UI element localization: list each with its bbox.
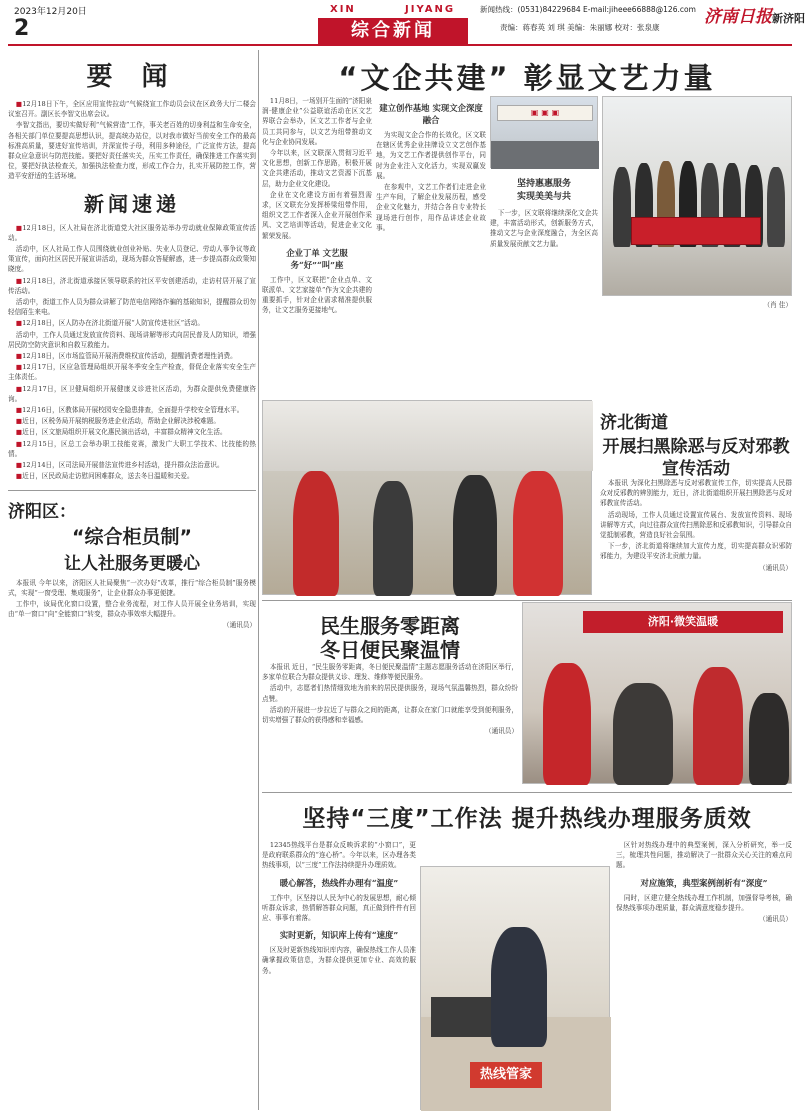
newspaper-masthead: [704, 2, 805, 27]
xinwen-para: 近日，区税务局开展纳税服务进企业活动，帮助企业解决涉税难题。: [22, 417, 220, 426]
story3-para: 本报讯 近日，“民生服务零距离，冬日便民聚温情”主题志愿服务活动在济阳区举行，多家单位联合为群众提供义诊、理发、维修等便民服务。: [262, 663, 518, 682]
section-divider: [262, 792, 792, 793]
xinwen-para: 12月18日，济北街道承接区领导联系的社区平安创建活动，走访村居开展了宣传活动。: [8, 276, 257, 295]
person-figure: [749, 693, 789, 785]
service-photo: [522, 602, 792, 784]
red-banner: [631, 217, 761, 245]
xinwen-para: 近日，区民政局走访慰问困难群众，送去冬日温暖和关爱。: [22, 472, 194, 481]
story4-para: 工作中，区坚持以人民为中心的发展思想，耐心倾听群众诉求，热情解答群众问题，真正做到件件有回应、事事有着落。: [262, 893, 416, 923]
person-figure: [293, 471, 339, 596]
xinwen-para: 近日，区文旅局组织开展文化惠民演出活动，丰富群众精神文化生活。: [22, 428, 227, 437]
person-figure: [543, 663, 591, 785]
hotline-info: 新闻热线：(0531)84229684 E-mail:jiheee66888@126.com: [480, 5, 696, 14]
yaowen-body: [8, 99, 256, 182]
bullet-icon: ■: [15, 276, 23, 285]
story2-para: 下一步，济北街道将继续加大宣传力度，切实提高群众识邪防邪能力，为建设平安济北贡献力量。: [600, 542, 792, 561]
jiyang-story: [8, 490, 256, 631]
person-figure: [373, 481, 413, 596]
person-figure: [767, 167, 785, 247]
feature-title: “文企共建” 彰显文艺力量: [338, 61, 716, 95]
story2-sign: （通讯员）: [759, 563, 792, 572]
feature-col-4: [602, 300, 792, 400]
bullet-icon: ■: [15, 428, 23, 437]
feature-para: 企业在文化建设方面有着强烈需求，区文联充分发挥桥梁纽带作用，组织文艺工作者深入企业开展创作采风、文艺培训等活动，促进企业文化繁荣发展。: [262, 190, 372, 240]
section-en-1: XIN: [330, 4, 356, 15]
story3-para: 活动中，志愿者们热情细致地为前来的居民提供服务，现场气氛温馨热烈，群众纷纷点赞。: [262, 684, 518, 703]
bullet-icon: ■: [15, 100, 23, 108]
xinwen-para: 12月18日，区市场监管局开展消费维权宣传活动，提醒消费者理性消费。: [22, 352, 237, 361]
jiyang-title-3: 让人社服务更暖心: [64, 553, 200, 574]
story3-title-1: 民生服务零距离: [320, 614, 460, 638]
masthead-sub: 新济阳: [772, 12, 805, 25]
person-figure: [693, 667, 743, 785]
story4-subhead-3: 实时更新，知识库上传有“速度”: [279, 930, 399, 941]
feature-para: 今年以来，区文联深入贯彻习近平文化思想，创新工作思路，积极开展文企共建活动，推动文艺资源下沉基层，助力企业文化建设。: [262, 149, 372, 188]
xinwen-para: 活动中，区人社局工作人员围绕就业创业补贴、失业人员登记、劳动人事争议等政策宣传，面向社区居民开展宣讲活动，现场为群众答疑解惑，进一步提高群众政策知晓度。: [8, 245, 256, 274]
feature-para: 工作中，区文联把“企业点单、文联派单、文艺家接单”作为文企共建的重要抓手，针对企业需求精准提供服务，让文艺服务更接地气。: [262, 275, 372, 315]
yaowen-title: 要 闻: [86, 62, 178, 92]
monitor: [431, 997, 491, 1037]
column-divider: [258, 50, 259, 1110]
jiyang-sign: （通讯员）: [223, 621, 256, 630]
service-banner: 济阳·微笑温暖: [583, 611, 783, 633]
feature-para: 在参观中，文艺工作者们走进企业生产车间，了解企业发展历程，感受企业文化魅力，并结合各自专业特长现场进行创作，用作品讲述企业故事。: [376, 183, 486, 232]
editor-credits: 责编：蒋春英 刘 琪 美编：朱丽娜 校对：张泉康: [500, 23, 660, 32]
story3-body: [262, 662, 518, 790]
masthead-logo: 济南日报: [704, 7, 772, 27]
story2-body: [600, 478, 792, 598]
xinwen-body: [8, 223, 256, 482]
page-header: [0, 0, 805, 46]
story4-para: 12345热线平台是群众反映诉求的“小窗口”，更是政府联系群众的“连心桥”。今年以来，区办理各类热线事项，以“三度”工作法持续提升办理质效。: [262, 841, 416, 870]
person-figure: [613, 167, 631, 247]
hotline-sign: 热线管家: [470, 1062, 542, 1088]
bullet-icon: ■: [15, 384, 23, 393]
story4-subhead-2: 对应施策，典型案例剖析有“深度”: [640, 877, 768, 888]
xinwen-para: 12月18日，区人防办在济北街道开展“人防宣传进社区”活动。: [22, 319, 204, 328]
bullet-icon: ■: [15, 223, 23, 232]
story3-para: 活动的开展进一步拉近了与群众之间的距离，让群众在家门口就能享受到便利服务，切实增强了群众的获得感和幸福感。: [262, 705, 518, 725]
person-figure: [613, 683, 673, 785]
sky-area: [263, 401, 593, 471]
page-number: 2: [14, 16, 30, 41]
volunteer-photo: [262, 400, 592, 595]
xinwen-para: 12月17日，区卫健局组织开展健康义诊进社区活动，为群众提供免费健康咨询。: [8, 384, 257, 403]
sign-board: ▣ ▣ ▣: [497, 105, 593, 121]
xinwen-para: 12月15日，区总工会举办职工技能竞赛，激发广大职工学技术、比技能的热情。: [8, 439, 257, 458]
feature-para: 11月8日，一场别开生面的“济阳泉润·健康企业”公益联谊活动在区文艺界联合会举办，区文艺工作者与企业员工共同参与，以文艺为纽带推动文化与企业协同发展。: [262, 97, 372, 146]
story3-sign: （通讯员）: [485, 727, 518, 736]
issue-date: 2023年12月20日: [14, 7, 87, 17]
bullet-icon: ■: [15, 406, 23, 415]
feature-sign: （肖 佳）: [763, 301, 792, 309]
building-base: [491, 141, 599, 169]
story2-para: 本报讯 为深化扫黑除恶与反对邪教宣传工作，切实提高人民群众对反邪教的辨别能力，近日，济北街道组织开展扫黑除恶与反对邪教宣传活动。: [600, 479, 792, 508]
feature-subhead-2: 建立创作基地 实现文企深度融合: [379, 103, 483, 125]
bullet-icon: ■: [15, 472, 23, 481]
company-photo: [490, 96, 598, 168]
bullet-icon: ■: [15, 439, 23, 448]
story3-title-2: 冬日便民聚温情: [320, 638, 460, 662]
header-rule: [8, 44, 792, 46]
left-column: [8, 50, 256, 1110]
person-figure: [453, 475, 497, 596]
story4-title: 坚持“三度”工作法 提升热线办理服务质效: [302, 806, 752, 832]
xinwen-para: 活动中，街道工作人员为群众讲解了防范电信网络诈骗的基础知识，提醒群众切勿轻信陌生来电。: [8, 298, 256, 317]
story4-subhead-1: 暖心解答，热线件办理有“温度”: [279, 877, 399, 888]
section-divider: [262, 600, 792, 601]
jiyang-body: [8, 578, 256, 631]
story2-title-1: 济北街道: [600, 413, 668, 433]
yaowen-para: 12月18日下午，全区应用宣传拉动“气候绕宣工作动员会议在区政务大厅二楼会议室召开。副区长李智文出席会议。: [8, 100, 256, 119]
section-en-2: JIYANG: [405, 4, 456, 15]
story2-title-2: 开展扫黑除恶与反对邪教: [602, 437, 790, 457]
feature-para: 下一步，区文联将继续深化文企共建，丰富活动形式，创新服务方式，推动文艺与企业深度融合，为全区高质量发展贡献文艺力量。: [490, 209, 598, 248]
story2-para: 活动现场，工作人员通过设置宣传展台、发放宣传资料、现场讲解等方式，向过往群众宣传扫黑除恶和反邪教知识，引导群众自觉抵制邪教，营造良好社会氛围。: [600, 510, 792, 540]
story4-col-1: [262, 840, 416, 1110]
jiyang-para: 本报讯 今年以来，济阳区人社局聚焦“一次办好”改革，推行“综合柜员制”服务模式，实现“一窗受理、集成服务”，让企业群众办事更便捷。: [8, 578, 256, 597]
story4-para: 区及时更新热线知识库内容，确保热线工作人员准确掌握政策信息，为群众提供更加专业、高效的服务。: [262, 946, 416, 975]
xinwen-para: 12月16日，区教体局开展校园安全隐患排查，全面提升学校安全管理水平。: [22, 406, 244, 415]
story4-col-2: [616, 840, 792, 1110]
bullet-icon: ■: [15, 352, 23, 361]
bullet-icon: ■: [15, 417, 23, 426]
xinwen-para: 12月17日，区应急管理局组织开展冬季安全生产检查，督促企业落实安全生产主体责任。: [8, 363, 257, 382]
person-figure: [513, 471, 563, 596]
story4-sign: （通讯员）: [759, 915, 792, 924]
group-photo: [602, 96, 792, 296]
bullet-icon: ■: [15, 461, 23, 470]
story4-para: 同时，区建立健全热线办理工作机制，加强督导考核，确保热线事项办理质量，群众满意度稳步提升。: [616, 893, 792, 912]
person-figure: [491, 927, 547, 1047]
xinwen-para: 活动中，工作人员通过发放宣传资料、现场讲解等形式向居民普及人防知识，增强居民防空防灾意识和自救互救能力。: [8, 330, 256, 349]
jiyang-title-1: 济阳区：: [8, 501, 76, 522]
section-banner: 综合新闻: [318, 18, 468, 44]
yaowen-para: 李智文指出，要切实做好利“气候营造”工作，事关老百姓的切身利益和生命安全，各相关部门单位要提高思想认识，提高统办站位，以对我市做好当前安全工作的最高标准高质量，要进好宣传培训，并深宣传子母，利用多种途径，广泛宣传方法，提高群众应急意识与防范技能。要把好责任落实关，压实工作责任，确保推进工作落实到位，要把好执法检查关，加强执法检查力度，形成工作合力，扎实开展防控工作，营造平安舒适的生活环境。: [8, 121, 256, 181]
jiyang-para: 工作中，该局优化窗口设置，整合业务流程，对工作人员开展全业务培训，实现由“单一窗口”向“全能窗口”转变，群众办事效率大幅提升。: [8, 599, 256, 619]
jiyang-title-2: “综合柜员制”: [72, 525, 192, 548]
story4-para: 区针对热线办理中的典型案例，深入分析研究，举一反三，梳理共性问题，推动解决了一批群众关心关注的难点问题。: [616, 841, 792, 870]
story2-title-3: 宣传活动: [662, 459, 730, 479]
bullet-icon: ■: [15, 319, 23, 328]
feature-box-title: 坚持惠惠服务 实现美美与共: [516, 179, 571, 202]
xinwen-para: 12月14日，区司法局开展普法宣传进乡村活动，提升群众法治意识。: [22, 461, 224, 470]
xinwen-para: 12月18日，区人社局在济北街道党大社区服务站举办劳动就业保障政策宣传活动。: [8, 223, 257, 242]
feature-subhead-1: 企业丁单 文艺服务“好”“叫”座: [286, 247, 348, 270]
bullet-icon: ■: [15, 363, 23, 372]
feature-para: 为实现文企合作的长效化，区文联在辖区优秀企业挂牌设立文艺创作基地，为文艺工作者提供创作平台，同时为企业注入文化活力，实现双赢发展。: [376, 131, 486, 180]
xinwen-title: 新闻速递: [84, 191, 180, 216]
